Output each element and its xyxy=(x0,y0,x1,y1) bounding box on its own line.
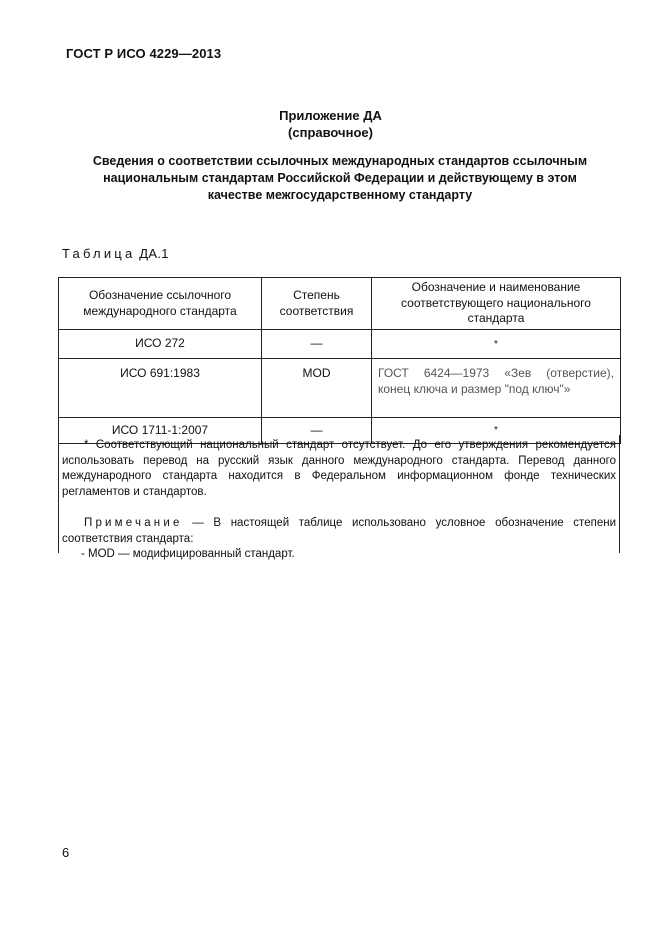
appendix-title: Приложение ДА xyxy=(279,108,382,123)
note xyxy=(59,516,619,547)
note-label: Примечание xyxy=(84,517,183,529)
footnote: * Соответствующий национальный стандарт отсутствует. До его утверждения рекомендуется использовать перевод на русский язык данного международного стандарта. Перевод данного международного стандарта находится в Федеральном информационном фонде технических регламентов и стандартов. xyxy=(62,439,616,498)
column-header-national: Обозначение и наименование соответствующего национального стандарта xyxy=(372,278,621,330)
table-row xyxy=(59,359,621,418)
cell-ref: ИСО 691:1983 xyxy=(59,359,262,418)
cell-degree: MOD xyxy=(262,359,372,418)
table-row xyxy=(59,330,621,359)
cell-national xyxy=(372,330,621,359)
table-footnotes xyxy=(58,435,620,560)
table-header-row xyxy=(59,278,621,330)
column-header-degree: Степень соответствия xyxy=(262,278,372,330)
cell-national-text: * xyxy=(494,425,498,437)
correspondence-table xyxy=(58,277,621,444)
table-caption-number: ДА.1 xyxy=(139,246,169,261)
cell-national-text: ГОСТ 6424—1973 «Зев (отверстие), конец ключа и размер "под ключ"» xyxy=(378,366,614,396)
cell-degree: — xyxy=(262,418,372,444)
document-id: ГОСТ Р ИСО 4229—2013 xyxy=(66,46,222,61)
note-legend: - MOD — модифицированный стандарт. xyxy=(81,548,295,560)
cell-degree: — xyxy=(262,330,372,359)
page-number: 6 xyxy=(62,845,70,860)
cell-national xyxy=(372,359,621,418)
table-caption xyxy=(62,246,169,261)
appendix-heading: Сведения о соответствии ссылочных международных стандартов ссылочным национальным стандартам Российской Федерации и действующему в этом качестве межгосударственному стандарту xyxy=(92,154,588,202)
cell-ref: ИСО 1711-1:2007 xyxy=(59,418,262,444)
column-header-ref: Обозначение ссылочного международного стандарта xyxy=(59,278,262,330)
note-text: — В настоящей таблице использовано условное обозначение степени соответствия стандарта: xyxy=(62,517,616,545)
cell-national-text: * xyxy=(494,338,498,350)
table-caption-word: Таблица xyxy=(62,246,136,261)
cell-ref: ИСО 272 xyxy=(59,330,262,359)
appendix-type: (справочное) xyxy=(288,125,373,140)
